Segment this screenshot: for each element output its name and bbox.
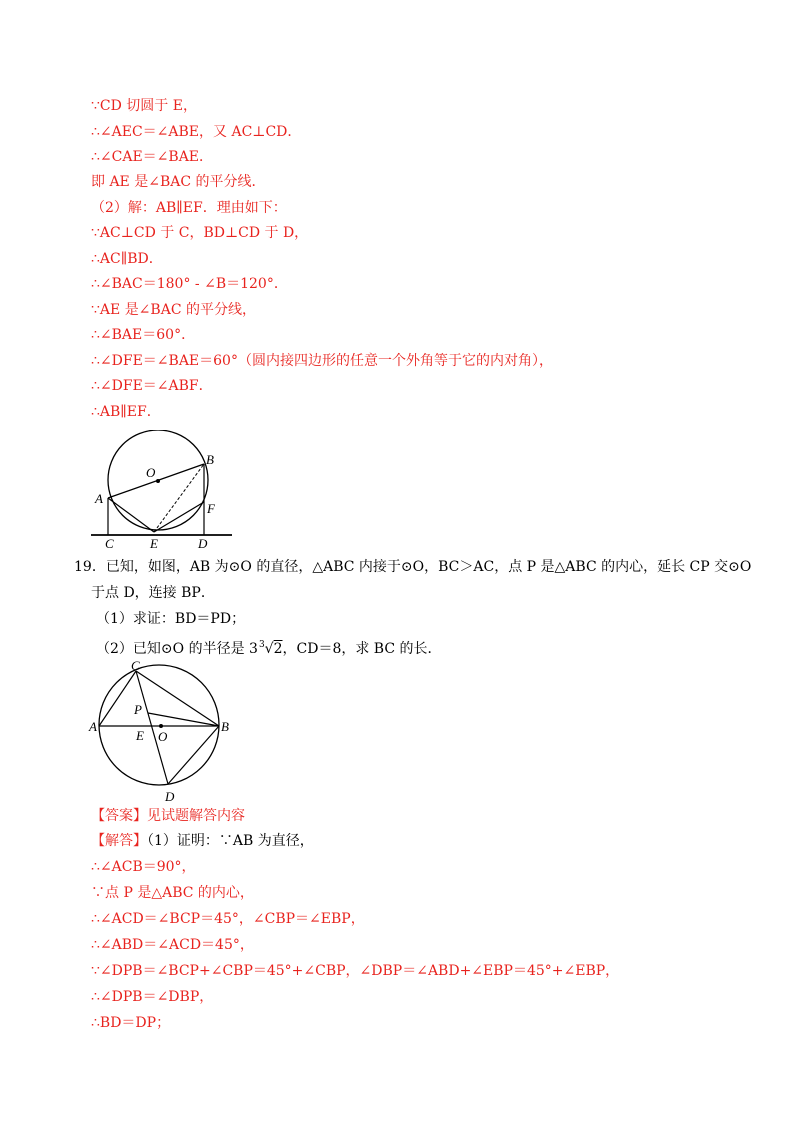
- jieda-line: 【解答】（1）证明：∵AB 为直径，: [91, 833, 314, 849]
- solution-line: ∴∠AEC＝∠ABE，又 AC⊥CD．: [91, 124, 302, 140]
- label-B: B: [221, 719, 229, 734]
- solution-line: ∴AC∥BD．: [91, 251, 163, 267]
- label-C: C: [131, 658, 140, 673]
- radical-sign: √: [264, 641, 274, 657]
- label-E: E: [150, 536, 158, 550]
- label-P: P: [134, 702, 142, 717]
- label-O: O: [158, 729, 168, 744]
- solution-line: ∵AE 是∠BAC 的平分线，: [91, 302, 256, 318]
- solution-line: ∵∠DPB＝∠BCP+∠CBP＝45°+∠CBP，∠DBP＝∠ABD+∠EBP＝45°+∠EBP，: [91, 963, 620, 979]
- solution-line: ∴∠ACD＝∠BCP＝45°，∠CBP＝∠EBP，: [91, 911, 365, 927]
- figure-circle-incenter: [86, 658, 236, 803]
- label-C: C: [105, 536, 114, 550]
- solution-line: ∴∠BAE＝60°．: [91, 327, 196, 343]
- solution-line: （2）解：AB∥EF．理由如下：: [91, 200, 287, 216]
- solution-line: ∵AC⊥CD 于 C，BD⊥CD 于 D，: [91, 225, 309, 241]
- cube-root-sign: 3: [258, 640, 265, 650]
- solution-line: ∴AB∥EF．: [91, 404, 161, 420]
- question-19-sub2: （2）已知⊙O 的半径是 $3^3√2$，CD＝8，求 BC 的长．: [96, 640, 442, 657]
- solution-line: ∴∠DPB＝∠DBP，: [91, 989, 214, 1005]
- label-O: O: [146, 465, 156, 480]
- label-D: D: [165, 789, 175, 803]
- solution-line: 即 AE 是∠BAC 的平分线．: [91, 174, 266, 190]
- label-F: F: [207, 501, 215, 516]
- label-A: A: [95, 491, 103, 506]
- solution-line: ∴∠DFE＝∠BAE＝60°（圆内接四边形的任意一个外角等于它的内对角），: [91, 353, 553, 369]
- question-19-sub1: （1）求证：BD＝PD；: [96, 611, 246, 627]
- label-B: B: [206, 452, 214, 467]
- solution-line: ∴∠BAC＝180° - ∠B＝120°．: [91, 276, 288, 292]
- label-A: A: [89, 719, 97, 734]
- solution-line: ∴BD＝DP；: [91, 1015, 171, 1031]
- solution-line: ∴∠ABD＝∠ACD＝45°，: [91, 937, 254, 953]
- solution-line: ∵点 P 是△ABC 的内心，: [91, 885, 254, 901]
- question-19-line2: 于点 D，连接 BP．: [91, 585, 215, 601]
- solution-line: ∴∠CAE＝∠BAE．: [91, 149, 214, 165]
- figure-circle-tangent: [86, 430, 236, 550]
- label-E: E: [136, 728, 144, 743]
- solution-line: ∵CD 切圆于 E，: [91, 98, 197, 114]
- answer-line: 【答案】见试题解答内容: [91, 808, 245, 824]
- solution-line: ∴∠ACB＝90°，: [91, 859, 196, 875]
- solution-line: ∴∠DFE＝∠ABF．: [91, 378, 213, 394]
- question-19-line1: 19．已知，如图，AB 为⊙O 的直径，△ABC 内接于⊙O，BC＞AC，点 P 是△ABC 的内心，延长 CP 交⊙O: [74, 559, 752, 575]
- label-D: D: [198, 536, 208, 550]
